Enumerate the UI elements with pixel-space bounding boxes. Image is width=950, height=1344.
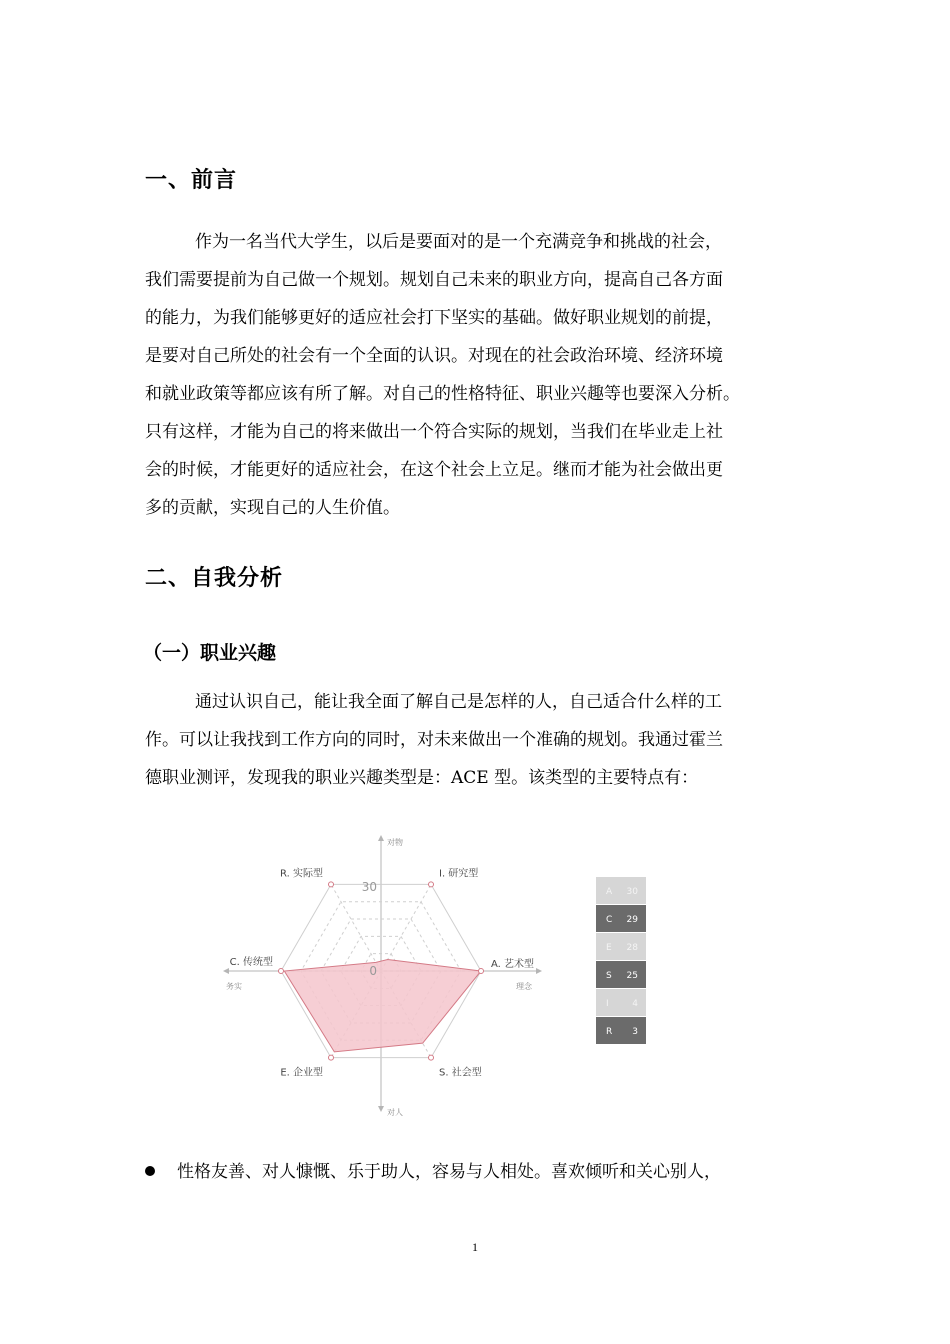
legend-value: 4 bbox=[632, 999, 638, 1009]
radar-vertex-dot bbox=[329, 1055, 334, 1060]
radar-axis-label: R. 实际型 bbox=[280, 868, 323, 880]
paragraph-line: 多的贡献，实现自己的人生价值。 bbox=[145, 498, 400, 518]
radar-vertex-dot bbox=[429, 1055, 434, 1060]
legend-value: 28 bbox=[626, 943, 638, 953]
paragraph-line: 作。可以让我找到工作方向的同时，对未来做出一个准确的规划。我通过霍兰 bbox=[145, 730, 723, 750]
radar-svg bbox=[200, 825, 670, 1125]
legend-box bbox=[596, 989, 646, 1016]
paragraph-line: 的能力，为我们能够更好的适应社会打下坚实的基础。做好职业规划的前提， bbox=[145, 308, 723, 328]
radar-data-area bbox=[284, 959, 481, 1051]
arrow-right-icon bbox=[536, 968, 542, 974]
bullet-dot-icon bbox=[145, 1166, 155, 1176]
legend-box bbox=[596, 961, 646, 988]
radar-vertex-dot bbox=[329, 882, 334, 887]
legend-key: E bbox=[606, 943, 612, 953]
holland-radar-chart bbox=[200, 825, 670, 1125]
paragraph-line: 是要对自己所处的社会有一个全面的认识。对现在的社会政治环境、经济环境 bbox=[145, 346, 723, 366]
radar-vertex-dot bbox=[279, 969, 284, 974]
paragraph-line: 作为一名当代大学生，以后是要面对的是一个充满竞争和挑战的社会， bbox=[195, 232, 722, 252]
radar-axis-label: C. 传统型 bbox=[229, 957, 273, 968]
legend-key: C bbox=[606, 915, 613, 925]
paragraph-line: 德职业测评，发现我的职业兴趣类型是：ACE 型。该类型的主要特点有： bbox=[145, 768, 699, 788]
legend-key: R bbox=[606, 1027, 613, 1037]
radar-axis-label: E. 企业型 bbox=[280, 1067, 323, 1079]
paragraph-line: 通过认识自己，能让我全面了解自己是怎样的人，自己适合什么样的工 bbox=[195, 692, 722, 712]
radar-axis-label: S. 社会型 bbox=[439, 1067, 482, 1079]
interest-paragraph bbox=[145, 683, 825, 797]
direction-label-right: 理念 bbox=[516, 982, 532, 991]
scale-max-label: 30 bbox=[361, 880, 377, 894]
legend-box bbox=[596, 905, 646, 932]
radar-axis-label: A. 艺术型 bbox=[491, 959, 535, 970]
legend-value: 29 bbox=[626, 915, 638, 925]
paragraph-line: 我们需要提前为自己做一个规划。规划自己未来的职业方向，提高自己各方面 bbox=[145, 270, 723, 290]
paragraph-line: 只有这样，才能为自己的将来做出一个符合实际的规划，当我们在毕业走上社 bbox=[145, 422, 723, 442]
arrow-up-icon bbox=[378, 835, 384, 841]
arrow-down-icon bbox=[378, 1106, 384, 1112]
radar-spoke bbox=[381, 884, 431, 971]
page-number: 1 bbox=[472, 1240, 478, 1254]
radar-spoke bbox=[331, 884, 381, 971]
arrow-left-icon bbox=[223, 968, 229, 974]
scale-min-label: 0 bbox=[369, 964, 377, 978]
direction-label-left: 务实 bbox=[226, 982, 242, 991]
legend-value: 30 bbox=[626, 887, 638, 897]
legend-box bbox=[596, 877, 646, 904]
radar-axis-label: I. 研究型 bbox=[439, 868, 479, 880]
section-heading-self-analysis: 二、自我分析 bbox=[145, 566, 284, 591]
section-heading-preface: 一、前言 bbox=[145, 168, 238, 193]
legend-box bbox=[596, 933, 646, 960]
direction-label-bottom: 对人 bbox=[387, 1108, 403, 1117]
direction-label-top: 对物 bbox=[387, 838, 403, 847]
legend-key: S bbox=[606, 971, 612, 981]
subsection-heading-interest: （一）职业兴趣 bbox=[143, 642, 277, 664]
legend-box bbox=[596, 1017, 646, 1044]
legend-value: 3 bbox=[632, 1027, 638, 1037]
radar-vertex-dot bbox=[479, 969, 484, 974]
legend-key: A bbox=[606, 887, 613, 897]
paragraph-line: 会的时候，才能更好的适应社会，在这个社会上立足。继而才能为社会做出更 bbox=[145, 460, 723, 480]
legend-key: I bbox=[606, 999, 609, 1009]
preface-paragraph bbox=[145, 223, 825, 527]
bullet-item bbox=[145, 1157, 721, 1187]
bullet-text: 性格友善、对人慷慨、乐于助人，容易与人相处。喜欢倾听和关心别人， bbox=[177, 1162, 721, 1182]
paragraph-line: 和就业政策等都应该有所了解。对自己的性格特征、职业兴趣等也要深入分析。 bbox=[145, 384, 740, 404]
legend-value: 25 bbox=[626, 971, 638, 981]
radar-vertex-dot bbox=[429, 882, 434, 887]
